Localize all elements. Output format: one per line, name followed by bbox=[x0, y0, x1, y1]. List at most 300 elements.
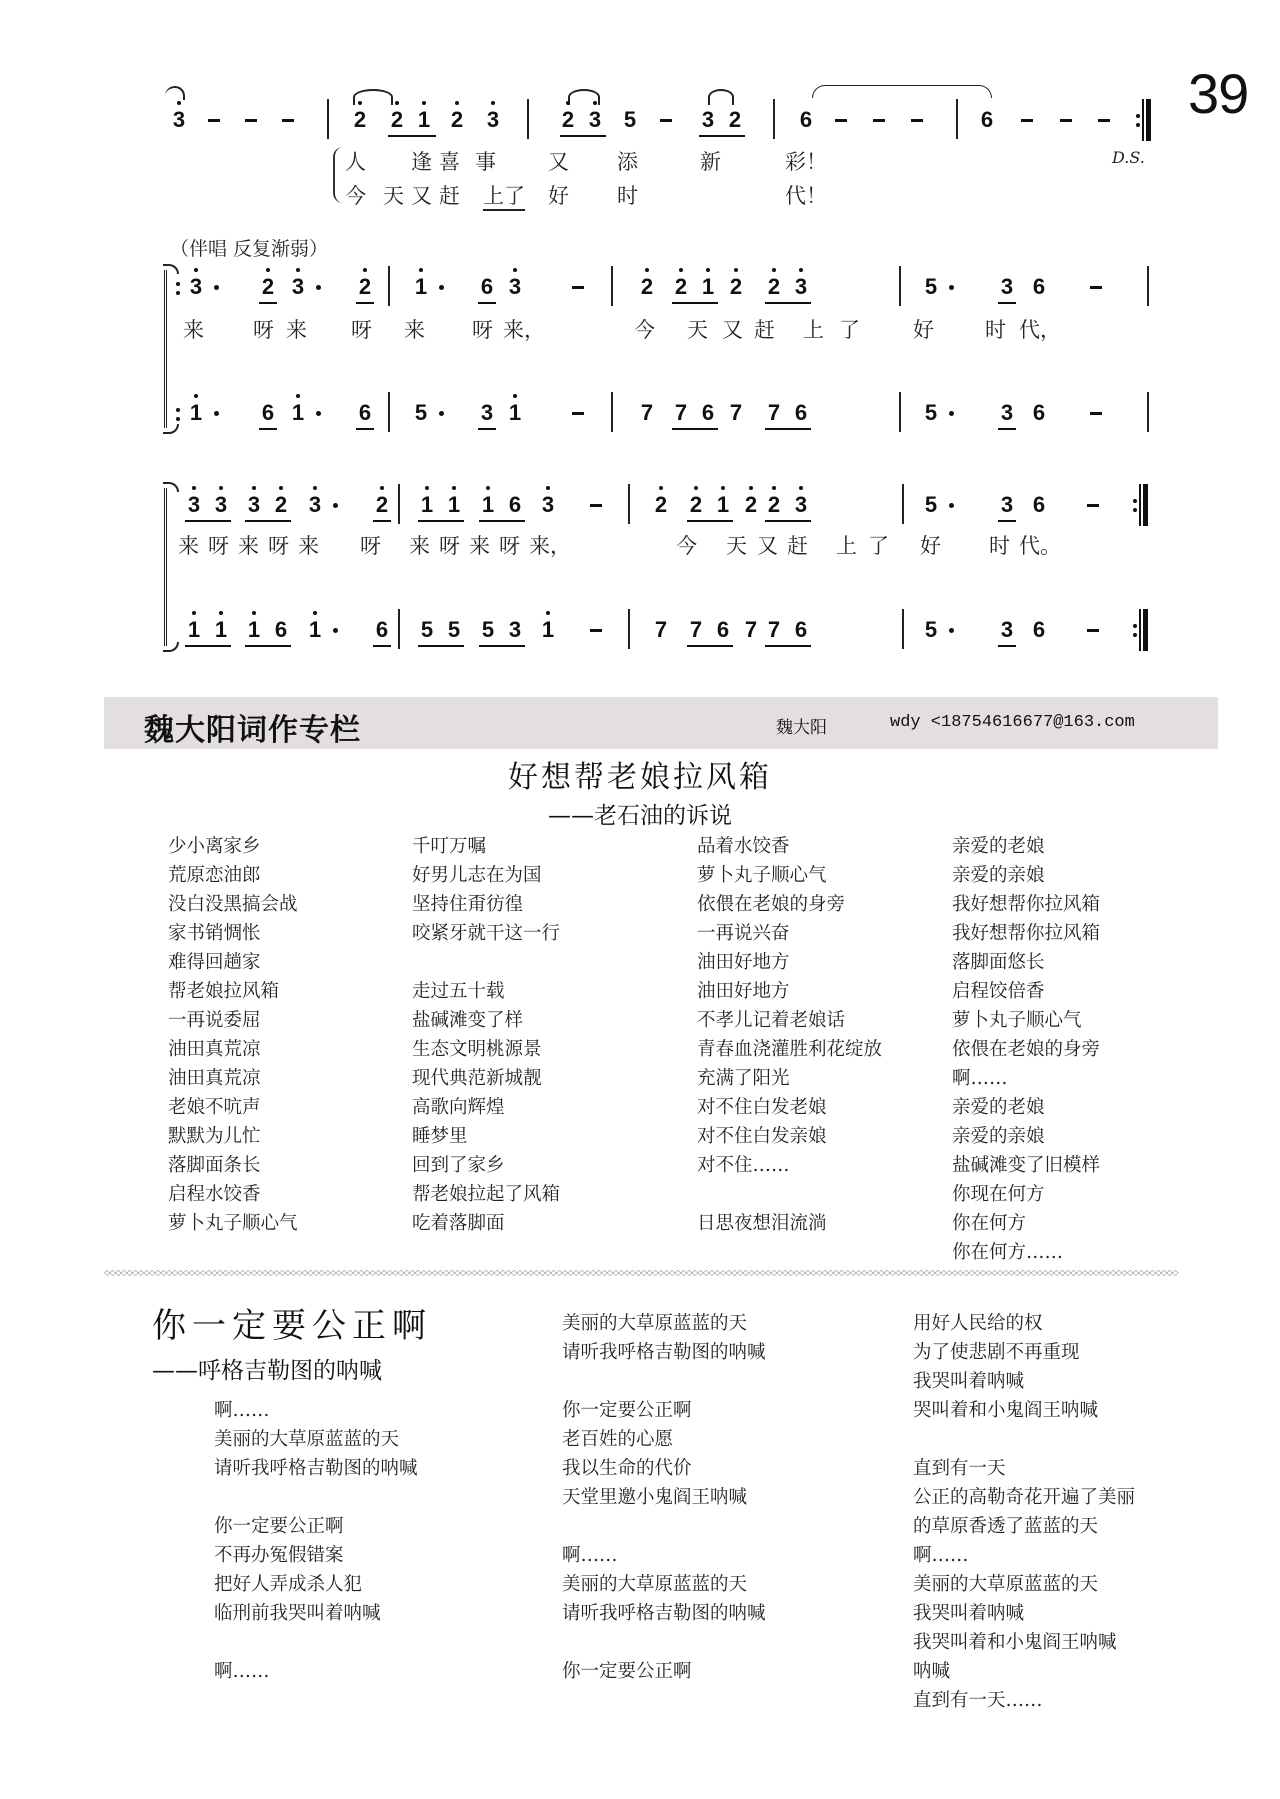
verse-brace bbox=[333, 147, 345, 203]
note: 5 bbox=[920, 274, 942, 300]
lyric: 代！ bbox=[785, 184, 827, 208]
barline bbox=[628, 609, 630, 649]
poem-line: 依偎在老娘的身旁 bbox=[952, 1039, 1101, 1060]
lyric: 来 bbox=[469, 534, 490, 558]
poem-line: 萝卜丸子顺心气 bbox=[952, 1010, 1082, 1031]
barline bbox=[1147, 392, 1149, 432]
lower-voice-row bbox=[0, 388, 1280, 438]
dash bbox=[911, 119, 923, 122]
poem-line: 充满了阳光 bbox=[697, 1068, 790, 1089]
note: 3 bbox=[1000, 274, 1014, 299]
note: 7 bbox=[654, 617, 668, 642]
poem-line: 我哭叫着呐喊 bbox=[913, 1603, 1025, 1624]
poem-line: 啊…… bbox=[214, 1661, 270, 1682]
lyric: 赶 bbox=[754, 318, 775, 342]
underline bbox=[560, 135, 606, 137]
note: 2 bbox=[349, 107, 371, 133]
note: 3 bbox=[790, 492, 812, 518]
note: 2 bbox=[557, 107, 579, 133]
barline bbox=[388, 392, 390, 432]
poem-line: 为了使悲剧不再重现 bbox=[913, 1342, 1080, 1363]
dash bbox=[1090, 412, 1102, 415]
poem-line: 把好人弄成杀人犯 bbox=[214, 1574, 363, 1595]
underline bbox=[185, 645, 231, 647]
poem-line bbox=[214, 1628, 418, 1657]
upper-voice-row bbox=[0, 262, 1280, 312]
poem-line: 直到有一天…… bbox=[913, 1690, 1043, 1711]
underline bbox=[998, 645, 1016, 647]
poem-2-title: 你一定要公正啊 bbox=[152, 1306, 432, 1346]
barline bbox=[327, 99, 329, 139]
note: 3 bbox=[185, 274, 207, 300]
poem-line: 对不住白发亲娘 bbox=[697, 1126, 827, 1147]
poem-line: 咬紧牙就干这一行 bbox=[412, 923, 561, 944]
column-banner bbox=[104, 697, 1218, 749]
underline bbox=[259, 428, 277, 430]
poem-line: 不孝儿记着老娘话 bbox=[697, 1010, 846, 1031]
poem-line: 你在何方 bbox=[952, 1213, 1027, 1234]
poem-1-column-1 bbox=[168, 832, 298, 1238]
dash bbox=[590, 504, 602, 507]
underline bbox=[998, 302, 1016, 304]
poem-line: 落脚面条长 bbox=[168, 1155, 261, 1176]
note: 6 bbox=[794, 617, 808, 642]
lyric: 代， bbox=[1019, 318, 1061, 342]
poem-line bbox=[562, 1628, 766, 1657]
underline bbox=[373, 520, 391, 522]
underline bbox=[998, 520, 1016, 522]
poem-2-column-1 bbox=[214, 1396, 418, 1686]
poem-line: 油田好地方 bbox=[697, 981, 790, 1002]
underline bbox=[765, 302, 811, 304]
lyric: 天 bbox=[687, 318, 708, 342]
underline bbox=[687, 645, 733, 647]
lower-voice-row bbox=[0, 605, 1280, 655]
dash bbox=[572, 412, 584, 415]
poem-line: 启程水饺香 bbox=[168, 1184, 261, 1205]
barline bbox=[899, 392, 901, 432]
barline bbox=[1147, 266, 1149, 306]
lyric: 添 bbox=[617, 150, 638, 174]
note: 6 bbox=[508, 492, 522, 517]
note: 3 bbox=[1000, 492, 1014, 517]
underline bbox=[373, 645, 391, 647]
note: 6 bbox=[980, 107, 994, 132]
lyric: 天 bbox=[726, 534, 747, 558]
underline bbox=[185, 520, 231, 522]
note: 5 bbox=[410, 400, 432, 426]
lyric: 今 bbox=[634, 318, 655, 342]
poem-line: 呐喊 bbox=[913, 1661, 951, 1682]
note: 1 bbox=[443, 492, 465, 518]
poem-line: 哭叫着和小鬼阎王呐喊 bbox=[913, 1400, 1099, 1421]
note: 7 bbox=[729, 400, 743, 425]
note: 6 bbox=[1032, 274, 1046, 299]
poem-line: 对不住白发老娘 bbox=[697, 1097, 827, 1118]
poem-line: 回到了家乡 bbox=[412, 1155, 505, 1176]
poem-line: 日思夜想泪流淌 bbox=[697, 1213, 827, 1234]
note: 1 bbox=[410, 274, 432, 300]
note: 3 bbox=[287, 274, 309, 300]
underline bbox=[245, 645, 291, 647]
poem-line bbox=[562, 1512, 766, 1541]
lyric: 来， bbox=[503, 318, 545, 342]
barline bbox=[398, 609, 400, 649]
poem-line: 请听我呼格吉勒图的呐喊 bbox=[562, 1342, 766, 1363]
lyric: 来 bbox=[178, 534, 199, 558]
note: 1 bbox=[287, 400, 309, 426]
poem-line: 家书销惆怅 bbox=[168, 923, 261, 944]
poem-line: 公正的高勒奇花开遍了美丽 bbox=[913, 1487, 1136, 1508]
lyric: 天 bbox=[383, 184, 404, 208]
poem-line: 盐碱滩变了旧模样 bbox=[952, 1155, 1101, 1176]
underline bbox=[259, 302, 277, 304]
poem-line: 的草原香透了蓝蓝的天 bbox=[913, 1516, 1099, 1537]
barline bbox=[527, 99, 529, 139]
note: 2 bbox=[670, 274, 692, 300]
barline bbox=[956, 99, 958, 139]
column-title: 魏大阳词作专栏 bbox=[144, 713, 361, 748]
poem-line: 萝卜丸子顺心气 bbox=[697, 865, 827, 886]
dash bbox=[590, 629, 602, 632]
poem-1-title: 好想帮老娘拉风箱 bbox=[508, 760, 772, 795]
repeat-start-dots bbox=[176, 282, 182, 298]
poem-line: 没白没黑搞会战 bbox=[168, 894, 298, 915]
poem-line: 老娘不吭声 bbox=[168, 1097, 261, 1118]
underline bbox=[765, 428, 811, 430]
note: 6 bbox=[1032, 492, 1046, 517]
lyric: 时 bbox=[985, 318, 1006, 342]
lyric: 了 bbox=[839, 318, 860, 342]
poem-line: 现代典范新城靓 bbox=[412, 1068, 542, 1089]
note: 2 bbox=[270, 492, 292, 518]
note: 5 bbox=[920, 400, 942, 426]
note: 2 bbox=[763, 492, 785, 518]
lyric: 好 bbox=[548, 184, 569, 208]
lyric: 了 bbox=[868, 534, 889, 558]
note: 3 bbox=[537, 492, 559, 518]
poem-line: 盐碱滩变了样 bbox=[412, 1010, 524, 1031]
note: 2 bbox=[725, 274, 747, 300]
poem-line: 用好人民给的权 bbox=[913, 1313, 1043, 1334]
poem-line: 亲爱的亲娘 bbox=[952, 865, 1045, 886]
lyric: 时 bbox=[989, 534, 1010, 558]
note: 3 bbox=[584, 107, 606, 133]
slur bbox=[708, 89, 734, 105]
lyric: 呀 bbox=[439, 534, 460, 558]
note: 2 bbox=[386, 107, 408, 133]
note: 6 bbox=[701, 400, 715, 425]
underline bbox=[699, 135, 745, 137]
poem-1-column-2 bbox=[412, 832, 560, 1238]
barline bbox=[398, 484, 400, 524]
tie bbox=[812, 85, 992, 98]
poem-line bbox=[214, 1483, 418, 1512]
lyric: 逢 bbox=[411, 150, 432, 174]
note: 3 bbox=[168, 107, 190, 133]
dash bbox=[1021, 119, 1033, 122]
poem-line: 啊…… bbox=[562, 1545, 618, 1566]
ds-marking: D.S. bbox=[1112, 148, 1145, 167]
poem-line: 千叮万嘱 bbox=[412, 836, 487, 857]
poem-line: 一再说委屈 bbox=[168, 1010, 261, 1031]
poem-line: 坚持住甭彷徨 bbox=[412, 894, 524, 915]
poem-line: 品着水饺香 bbox=[697, 836, 790, 857]
note: 6 bbox=[1032, 400, 1046, 425]
lyric: 事 bbox=[475, 150, 496, 174]
upper-voice-row bbox=[0, 480, 1280, 530]
poem-line: 请听我呼格吉勒图的呐喊 bbox=[562, 1603, 766, 1624]
underline bbox=[672, 428, 718, 430]
poem-line: 帮老娘拉起了风箱 bbox=[412, 1184, 561, 1205]
underline bbox=[998, 428, 1016, 430]
poem-line: 美丽的大草原蓝蓝的天 bbox=[562, 1574, 748, 1595]
lyric: 呀 bbox=[253, 318, 274, 342]
lyric: 又 bbox=[548, 150, 569, 174]
lyric: 喜 bbox=[439, 150, 460, 174]
note: 6 bbox=[358, 400, 372, 425]
repeat-end-barline bbox=[1133, 609, 1149, 651]
poem-line: 高歌向辉煌 bbox=[412, 1097, 505, 1118]
poem-line: 直到有一天 bbox=[913, 1458, 1006, 1479]
underline bbox=[478, 428, 496, 430]
note: 6 bbox=[799, 107, 813, 132]
lyric: 来， bbox=[529, 534, 571, 558]
dash bbox=[660, 119, 672, 122]
poem-line: 美丽的大草原蓝蓝的天 bbox=[214, 1429, 400, 1450]
notes-row-system-1 bbox=[0, 95, 1280, 145]
note: 7 bbox=[744, 617, 758, 642]
section-divider: ◇◇◇◇◇◇◇◇◇◇◇◇◇◇◇◇◇◇◇◇◇◇◇◇◇◇◇◇◇◇◇◇◇◇◇◇◇◇◇◇◇◇◇◇◇◇◇◇◇◇◇◇◇◇◇◇◇◇◇◇◇◇◇◇◇◇◇◇◇◇◇◇◇◇◇◇◇◇◇◇◇◇◇◇◇◇◇◇◇◇◇◇◇◇◇◇◇◇◇◇◇◇◇◇◇◇◇◇◇◇◇◇◇◇◇◇◇◇◇◇◇◇◇◇◇◇◇◇◇◇◇◇◇◇◇◇◇◇◇◇◇◇◇◇◇◇◇◇◇◇◇◇◇◇◇◇◇◇◇◇◇◇◇◇◇◇◇◇◇◇◇◇◇◇◇◇◇◇◇◇◇◇◇◇◇◇◇◇◇◇ bbox=[104, 1268, 1178, 1277]
poem-line: 青春血浇灌胜利花绽放 bbox=[697, 1039, 883, 1060]
note: 6 bbox=[794, 400, 808, 425]
note: 1 bbox=[697, 274, 719, 300]
poem-line: 你在何方…… bbox=[952, 1242, 1064, 1263]
poem-1-column-3 bbox=[697, 832, 882, 1238]
note: 3 bbox=[508, 617, 522, 642]
poem-line: 吃着落脚面 bbox=[412, 1213, 505, 1234]
lyric: 人 bbox=[345, 150, 366, 174]
note: 1 bbox=[537, 617, 559, 643]
note: 2 bbox=[371, 492, 393, 518]
note: 2 bbox=[740, 492, 762, 518]
poem-line: 美丽的大草原蓝蓝的天 bbox=[562, 1313, 748, 1334]
poem-line: 你现在何方 bbox=[952, 1184, 1045, 1205]
dash bbox=[1060, 119, 1072, 122]
poem-line: 啊…… bbox=[952, 1068, 1008, 1089]
poem-line: 少小离家乡 bbox=[168, 836, 261, 857]
dash bbox=[873, 119, 885, 122]
dash bbox=[572, 286, 584, 289]
lyric: 又 bbox=[757, 534, 778, 558]
poem-line: 一再说兴奋 bbox=[697, 923, 790, 944]
note: 7 bbox=[767, 617, 781, 642]
note: 7 bbox=[674, 400, 688, 425]
poem-line: 默默为儿忙 bbox=[168, 1126, 261, 1147]
note: 3 bbox=[701, 107, 715, 132]
author-email: wdy <18754616677@163.com bbox=[890, 713, 1135, 732]
poem-line bbox=[697, 1180, 882, 1209]
note: 5 bbox=[481, 617, 495, 642]
poem-line: 亲爱的老娘 bbox=[952, 836, 1045, 857]
poem-line: 睡梦里 bbox=[412, 1126, 468, 1147]
lyric: 又 bbox=[411, 184, 432, 208]
lyric: 彩！ bbox=[785, 150, 827, 174]
poem-line: 啊…… bbox=[214, 1400, 270, 1421]
note: 1 bbox=[413, 107, 435, 133]
note: 1 bbox=[416, 492, 438, 518]
repeat-end-barline bbox=[1133, 484, 1149, 526]
poem-line: 油田真荒凉 bbox=[168, 1068, 261, 1089]
underline bbox=[672, 302, 718, 304]
barline bbox=[773, 99, 775, 139]
lyric: 来 bbox=[409, 534, 430, 558]
note: 5 bbox=[623, 107, 637, 132]
lyric: 今 bbox=[345, 184, 366, 208]
note: 2 bbox=[728, 107, 742, 132]
lyric: 来 bbox=[238, 534, 259, 558]
underline bbox=[418, 520, 464, 522]
note: 2 bbox=[685, 492, 707, 518]
poem-line: 油田好地方 bbox=[697, 952, 790, 973]
lyric: 代。 bbox=[1019, 534, 1061, 558]
poem-line: 我好想帮你拉风箱 bbox=[952, 923, 1101, 944]
note: 7 bbox=[689, 617, 703, 642]
lyric: 呀 bbox=[351, 318, 372, 342]
poem-line bbox=[412, 948, 560, 977]
poem-line: 落脚面悠长 bbox=[952, 952, 1045, 973]
note: 3 bbox=[482, 107, 504, 133]
performance-annotation: （伴唱 反复渐弱） bbox=[170, 238, 329, 260]
note: 3 bbox=[504, 274, 526, 300]
underline bbox=[356, 302, 374, 304]
note: 6 bbox=[480, 274, 494, 299]
note: 2 bbox=[763, 274, 785, 300]
note: 7 bbox=[767, 400, 781, 425]
note: 3 bbox=[210, 492, 232, 518]
note: 3 bbox=[304, 492, 326, 518]
lyric: 时 bbox=[617, 184, 638, 208]
lyric: 新 bbox=[700, 150, 721, 174]
dash bbox=[245, 119, 257, 122]
note: 5 bbox=[920, 617, 942, 643]
author-name: 魏大阳 bbox=[776, 718, 827, 738]
note: 1 bbox=[477, 492, 499, 518]
underline bbox=[418, 645, 464, 647]
underline bbox=[687, 520, 733, 522]
poem-line: 请听我呼格吉勒图的呐喊 bbox=[214, 1458, 418, 1479]
dash bbox=[1087, 504, 1099, 507]
lyric: 呀 bbox=[360, 534, 381, 558]
lyric: 来 bbox=[286, 318, 307, 342]
note: 2 bbox=[650, 492, 672, 518]
underline bbox=[388, 135, 436, 137]
note: 6 bbox=[1032, 617, 1046, 642]
poem-line: 你一定要公正啊 bbox=[562, 1661, 692, 1682]
note: 3 bbox=[1000, 400, 1014, 425]
dash bbox=[1098, 119, 1110, 122]
poem-line: 好男儿志在为国 bbox=[412, 865, 542, 886]
lyric: 呀 bbox=[499, 534, 520, 558]
poem-line: 你一定要公正啊 bbox=[562, 1400, 692, 1421]
poem-line: 我哭叫着和小鬼阎王呐喊 bbox=[913, 1632, 1117, 1653]
barline bbox=[388, 266, 390, 306]
note: 1 bbox=[504, 400, 526, 426]
note: 2 bbox=[257, 274, 279, 300]
note: 2 bbox=[354, 274, 376, 300]
repeat-start-dots bbox=[176, 408, 182, 424]
note: 2 bbox=[446, 107, 468, 133]
poem-line: 萝卜丸子顺心气 bbox=[168, 1213, 298, 1234]
page-number: 39 bbox=[1188, 62, 1249, 125]
underline bbox=[245, 520, 291, 522]
dash bbox=[835, 119, 847, 122]
lyric: 来 bbox=[298, 534, 319, 558]
note: 5 bbox=[447, 617, 461, 642]
poem-line: 不再办冤假错案 bbox=[214, 1545, 344, 1566]
note: 3 bbox=[480, 400, 494, 425]
barline bbox=[628, 484, 630, 524]
lyric: 好 bbox=[913, 318, 934, 342]
poem-2-column-3 bbox=[913, 1309, 1135, 1715]
underline bbox=[765, 520, 811, 522]
dash bbox=[1090, 286, 1102, 289]
barline bbox=[902, 484, 904, 524]
note: 6 bbox=[716, 617, 730, 642]
poem-line: 难得回趟家 bbox=[168, 952, 261, 973]
underline bbox=[479, 645, 525, 647]
note: 3 bbox=[1000, 617, 1014, 642]
dash bbox=[208, 119, 220, 122]
note: 2 bbox=[636, 274, 658, 300]
poem-line: 美丽的大草原蓝蓝的天 bbox=[913, 1574, 1099, 1595]
note: 3 bbox=[243, 492, 265, 518]
lyric: 赶 bbox=[787, 534, 808, 558]
poem-line: 帮老娘拉风箱 bbox=[168, 981, 280, 1002]
barline bbox=[899, 266, 901, 306]
poem-line bbox=[913, 1425, 1135, 1454]
dash bbox=[1087, 629, 1099, 632]
note: 3 bbox=[183, 492, 205, 518]
note: 6 bbox=[375, 617, 389, 642]
barline bbox=[902, 609, 904, 649]
note: 1 bbox=[185, 400, 207, 426]
lyric: 上 bbox=[836, 534, 857, 558]
lyric: 呀 bbox=[208, 534, 229, 558]
poem-line: 临刑前我哭叫着呐喊 bbox=[214, 1603, 381, 1624]
poem-line: 亲爱的老娘 bbox=[952, 1097, 1045, 1118]
poem-line: 天堂里邀小鬼阎王呐喊 bbox=[562, 1487, 748, 1508]
poem-1-column-4 bbox=[952, 832, 1100, 1267]
barline bbox=[611, 392, 613, 432]
lyric: 上 bbox=[803, 318, 824, 342]
poem-line: 亲爱的亲娘 bbox=[952, 1126, 1045, 1147]
lyric: 好 bbox=[920, 534, 941, 558]
note: 6 bbox=[274, 617, 288, 642]
poem-1-subtitle: ——老石油的诉说 bbox=[548, 803, 732, 829]
poem-line bbox=[562, 1367, 766, 1396]
poem-line: 对不住…… bbox=[697, 1155, 790, 1176]
poem-line: 我以生命的代价 bbox=[562, 1458, 692, 1479]
note: 6 bbox=[261, 400, 275, 425]
barline bbox=[611, 266, 613, 306]
poem-line: 走过五十载 bbox=[412, 981, 505, 1002]
note: 7 bbox=[640, 400, 654, 425]
poem-line: 啊…… bbox=[913, 1545, 969, 1566]
poem-line: 油田真荒凉 bbox=[168, 1039, 261, 1060]
lyric: 来 bbox=[404, 318, 425, 342]
dash bbox=[282, 119, 294, 122]
